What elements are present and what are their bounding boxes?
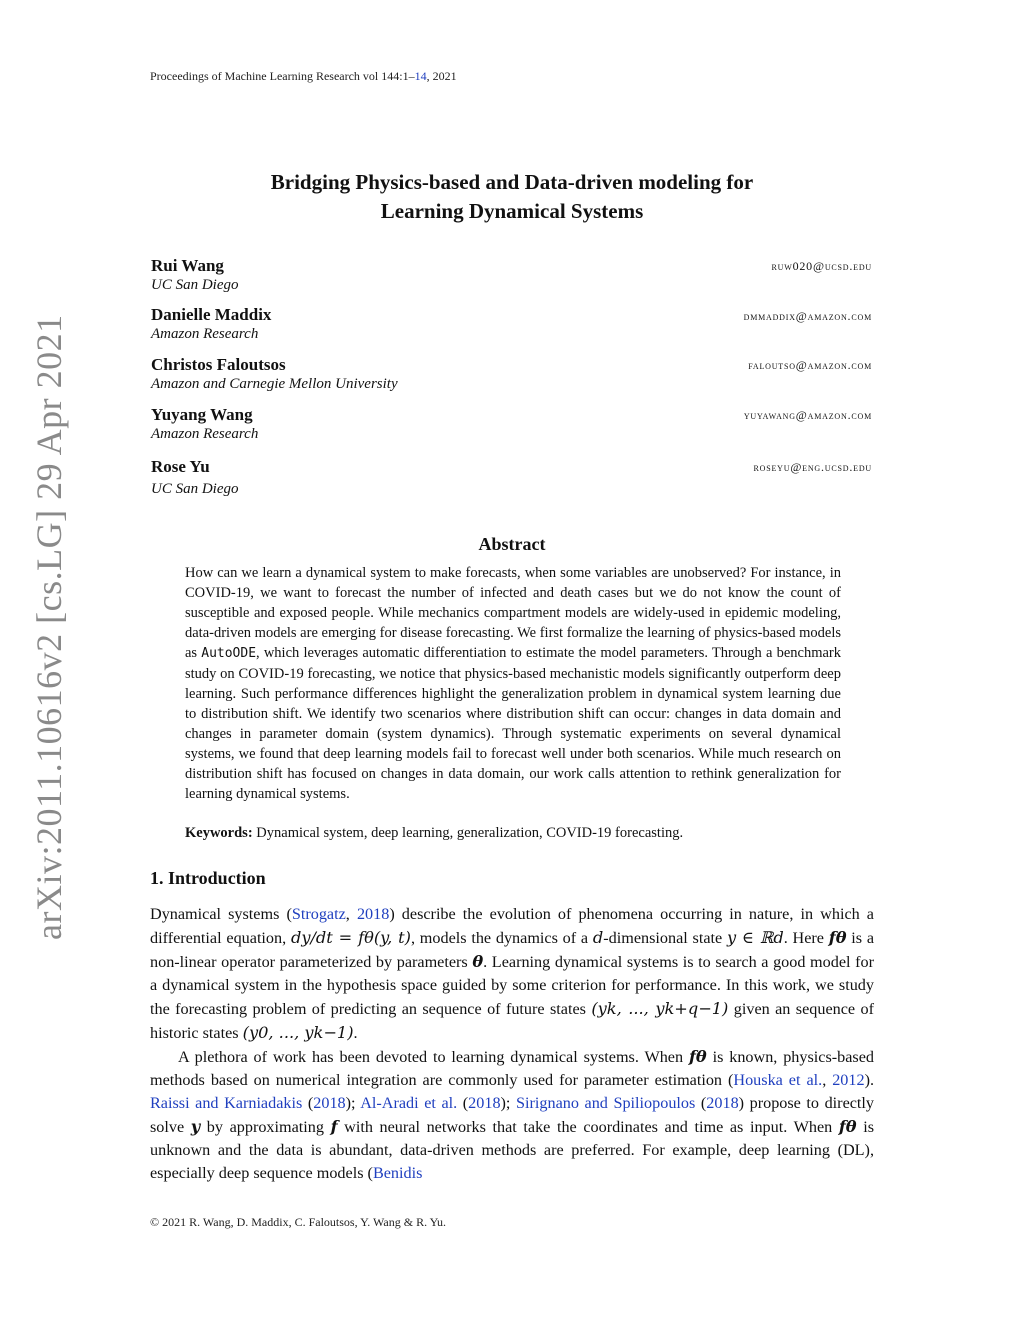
proceedings-text: Proceedings of Machine Learning Research vol 144:1– [150, 69, 415, 83]
text-span: by approximating [200, 1118, 331, 1136]
title-line-1: Bridging Physics-based and Data-driven modeling for [270, 170, 754, 194]
text-span: . Learning dynamical systems is to search a good model for a dynamical system in the hypothesis space guided by some criterion for performance. In this work, we study the forecasting problem of predicting an sequence of future states [150, 953, 874, 1018]
cite-benidis[interactable]: Benidis [372, 1164, 423, 1182]
text-span: , [822, 1071, 833, 1089]
equation-future-states: (yk, ..., yk+q−1) [591, 999, 729, 1018]
text-span: with neural networks that take the coordinates and time as input. When [337, 1118, 839, 1136]
author-name-2: Danielle Maddix [151, 305, 272, 324]
author-affiliation-5: UC San Diego [151, 481, 239, 497]
text-span: ); [500, 1094, 516, 1112]
author-affiliation-4: Amazon Research [151, 426, 259, 442]
author-email-2: dmmaddix@amazon.com [743, 309, 872, 323]
text-span: ) describe the evolution of phenomena occurring in nature, in which a differential equation, [150, 905, 874, 947]
author-email-5: roseyu@eng.ucsd.edu [753, 460, 872, 474]
variable-f-theta: fθ [688, 1047, 707, 1066]
proceedings-header [150, 69, 457, 84]
cite-raissi[interactable]: Raissi and Karniadakis [150, 1094, 303, 1112]
text-span: ( [302, 1094, 314, 1112]
abstract-text-part-1: How can we learn a dynamical system to make forecasts, when some variables are unobserved? For instance, in COVID-19, we want to forecast the number of infected and death cases but we do not know the count of susceptible and exposed people. While mechanics compartment models are widely-used in epidemic modeling, data-driven models are emerging for disease forecasting. We first formalize the learning of physics-based models as [185, 565, 841, 661]
author-email-3: faloutso@amazon.com [748, 358, 872, 372]
text-span: ( [457, 1094, 469, 1112]
keywords-line [185, 823, 841, 843]
cite-al-aradi-year[interactable]: 2018 [468, 1094, 501, 1112]
author-affiliation-3: Amazon and Carnegie Mellon University [151, 376, 398, 392]
cite-al-aradi[interactable]: Al-Aradi et al. [360, 1094, 458, 1112]
cite-sirignano[interactable]: Sirignano and Spiliopoulos [516, 1094, 696, 1112]
title-line-2: Learning Dynamical Systems [380, 199, 644, 223]
text-span: -dimensional state [603, 929, 727, 947]
paper-title [150, 168, 874, 226]
keywords-label: Keywords: [185, 825, 253, 841]
text-span: is a non-linear operator parameterized by parameters [150, 929, 875, 971]
cite-sirignano-year[interactable]: 2018 [706, 1094, 739, 1112]
variable-theta: θ [472, 952, 484, 971]
intro-paragraph-1 [150, 903, 874, 1045]
text-span: ( [695, 1094, 707, 1112]
copyright-footer: © 2021 R. Wang, D. Maddix, C. Faloutsos, Y. Wang & R. Yu. [150, 1215, 446, 1229]
author-email-1: ruw020@ucsd.edu [771, 259, 872, 273]
variable-d: d [592, 928, 604, 947]
author-name-4: Yuyang Wang [151, 405, 253, 424]
text-span: ) propose to directly solve [150, 1094, 875, 1136]
variable-f-theta: fθ [838, 1117, 857, 1136]
variable-f-theta: fθ [828, 928, 847, 947]
author-affiliation-2: Amazon Research [151, 326, 259, 342]
author-name-5: Rose Yu [151, 457, 210, 476]
text-span: is unknown and the data is abundant, data-driven methods are preferred. For example, deep learning (DL), especially deep sequence models ( [150, 1118, 875, 1182]
equation-historic-states: (y0, ..., yk−1) [242, 1023, 354, 1042]
introduction-heading: 1. Introduction [150, 868, 266, 888]
text-span: A plethora of work has been devoted to learning dynamical systems. When [178, 1048, 689, 1066]
variable-y: y [190, 1117, 201, 1136]
variable-f: f [330, 1117, 338, 1136]
text-span: ); [345, 1094, 361, 1112]
author-email-4: yuyawang@amazon.com [743, 408, 872, 422]
text-span: . Here [783, 929, 829, 947]
cite-houska-year[interactable]: 2012 [832, 1071, 865, 1089]
introduction-body [150, 903, 874, 1185]
cite-strogatz[interactable]: Strogatz [291, 905, 346, 923]
abstract-text-part-2: , which leverages automatic differentiation to estimate the model parameters. Through a benchmark study on COVID-19 forecasting, we notice that physics-based mechanistic models significantly outperform deep learning. Such performance differences highlight the generalization problem in dynamical system learning due to distribution shift. We identify two scenarios where distribution shift can occur: changes in data domain and changes in parameter domain (system dynamics). Through systematic experiments on several dynamical systems, we found that deep learning models fail to forecast well under both scenarios. While much research on distribution shift has focused on changes in data domain, our work calls attention to rethink generalization for learning dynamical systems. [185, 645, 841, 802]
text-span: ). [864, 1071, 875, 1089]
arxiv-stamp: arXiv:2011.10616v2 [cs.LG] 29 Apr 2021 [29, 314, 69, 940]
page-count-link[interactable]: 14 [414, 69, 427, 83]
abstract-text [185, 563, 841, 804]
cite-houska[interactable]: Houska et al. [733, 1071, 823, 1089]
text-span: , [345, 905, 357, 923]
equation-dynamics: dy/dt = fθ(y, t) [290, 928, 411, 947]
text-span: Dynamical systems ( [150, 905, 292, 923]
text-span: given an sequence of historic states [150, 1000, 874, 1042]
keywords-text: Dynamical system, deep learning, generalization, COVID-19 forecasting. [252, 825, 684, 841]
author-affiliation-1: UC San Diego [151, 277, 239, 293]
author-name-3: Christos Faloutsos [151, 355, 286, 374]
text-span: , models the dynamics of a [410, 929, 593, 947]
text-span: is known, physics-based methods based on numerical integration are commonly used for parameter estimation ( [150, 1048, 875, 1089]
text-span: . [353, 1024, 358, 1042]
author-name-1: Rui Wang [151, 256, 224, 275]
cite-raissi-year[interactable]: 2018 [313, 1094, 346, 1112]
autoode-code-term: AutoODE [201, 646, 257, 661]
intro-paragraph-2 [150, 1045, 874, 1185]
equation-state-space: y ∈ ℝd [727, 928, 784, 947]
cite-strogatz-year[interactable]: 2018 [356, 905, 390, 923]
proceedings-year: , 2021 [426, 69, 457, 83]
abstract-heading: Abstract [478, 534, 546, 554]
